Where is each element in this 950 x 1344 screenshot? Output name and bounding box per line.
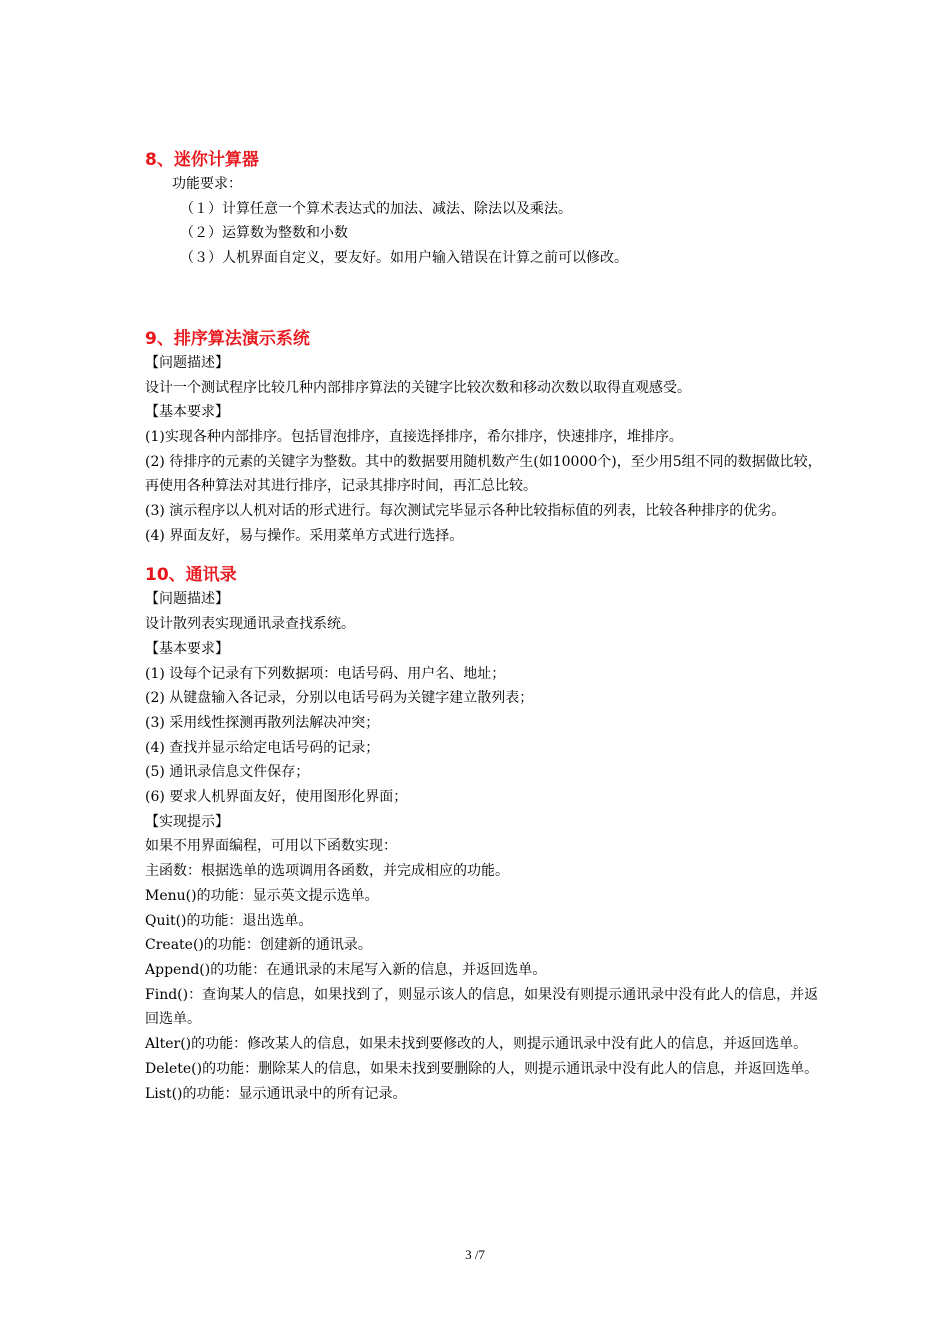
section-10-title: 10、通讯录 <box>145 565 237 586</box>
function-desc-alter: Alter()的功能：修改某人的信息，如果未找到要修改的人，则提示通讯录中没有此人的信息，并返回选单。 <box>145 1036 808 1053</box>
requirement-item: (1) 设每个记录有下列数据项：电话号码、用户名、地址； <box>145 665 506 682</box>
requirements-header: 【基本要求】 <box>145 404 229 421</box>
section-8-title: 8、迷你计算器 <box>145 150 259 170</box>
hint-main-function: 主函数：根据选单的选项调用各函数，并完成相应的功能。 <box>145 863 509 880</box>
requirement-item: (2) 待排序的元素的关键字为整数。其中的数据要用随机数产生(如10000个)，至少用5组不同的数据做比较，再使用各种算法对其进行排序，记录其排序时间，再汇总比较。 <box>145 453 822 495</box>
problem-header: 【问题描述】 <box>145 354 229 371</box>
page-content <box>145 148 825 1106</box>
problem-text: 设计散列表实现通讯录查找系统。 <box>145 616 355 633</box>
hint-header: 【实现提示】 <box>145 813 229 830</box>
section-8-item: （１）计算任意一个算术表达式的加法、减法、除法以及乘法。 <box>180 200 572 217</box>
problem-text: 设计一个测试程序比较几种内部排序算法的关键字比较次数和移动次数以取得直观感受。 <box>145 379 691 396</box>
function-desc-menu: Menu()的功能：显示英文提示选单。 <box>145 887 379 904</box>
requirement-item: (3) 采用线性探测再散列法解决冲突； <box>145 714 380 731</box>
requirement-item: (2) 从键盘输入各记录，分别以电话号码为关键字建立散列表； <box>145 690 534 707</box>
section-spacer <box>145 548 825 563</box>
section-8-item: （２）运算数为整数和小数 <box>180 225 348 242</box>
requirement-item: (6) 要求人机界面友好，使用图形化界面； <box>145 789 408 806</box>
requirement-item: (5) 通讯录信息文件保存； <box>145 764 310 781</box>
requirements-header: 【基本要求】 <box>145 640 229 657</box>
hint-intro: 如果不用界面编程，可用以下函数实现： <box>145 838 397 855</box>
section-8-item: （３）人机界面自定义，要友好。如用户输入错误在计算之前可以修改。 <box>180 250 628 267</box>
function-desc-find: Find()：查询某人的信息，如果找到了，则显示该人的信息，如果没有则提示通讯录中没有此人的信息，并返回选单。 <box>145 986 819 1028</box>
requirement-item: (4) 查找并显示给定电话号码的记录； <box>145 739 380 756</box>
function-desc-append: Append()的功能：在通讯录的末尾写入新的信息，并返回选单。 <box>145 961 547 978</box>
function-desc-list: List()的功能：显示通讯录中的所有记录。 <box>145 1085 407 1102</box>
function-desc-delete: Delete()的功能：删除某人的信息，如果未找到要删除的人，则提示通讯录中没有此人的信息，并返回选单。 <box>145 1060 819 1077</box>
problem-header: 【问题描述】 <box>145 591 229 608</box>
requirement-item: (4) 界面友好，易与操作。采用菜单方式进行选择。 <box>145 527 464 544</box>
section-spacer <box>145 271 825 327</box>
section-8-label: 功能要求： <box>172 176 242 192</box>
page-number: 3 /7 <box>465 1247 485 1262</box>
function-desc-create: Create()的功能：创建新的通讯录。 <box>145 937 372 954</box>
requirement-item: (3) 演示程序以人机对话的形式进行。每次测试完毕显示各种比较指标值的列表，比较各种排序的优劣。 <box>145 503 786 520</box>
function-desc-quit: Quit()的功能：退出选单。 <box>145 912 313 929</box>
section-9-title: 9、排序算法演示系统 <box>145 328 310 349</box>
requirement-item: (1)实现各种内部排序。包括冒泡排序，直接选择排序，希尔排序，快速排序，堆排序。 <box>145 428 683 445</box>
